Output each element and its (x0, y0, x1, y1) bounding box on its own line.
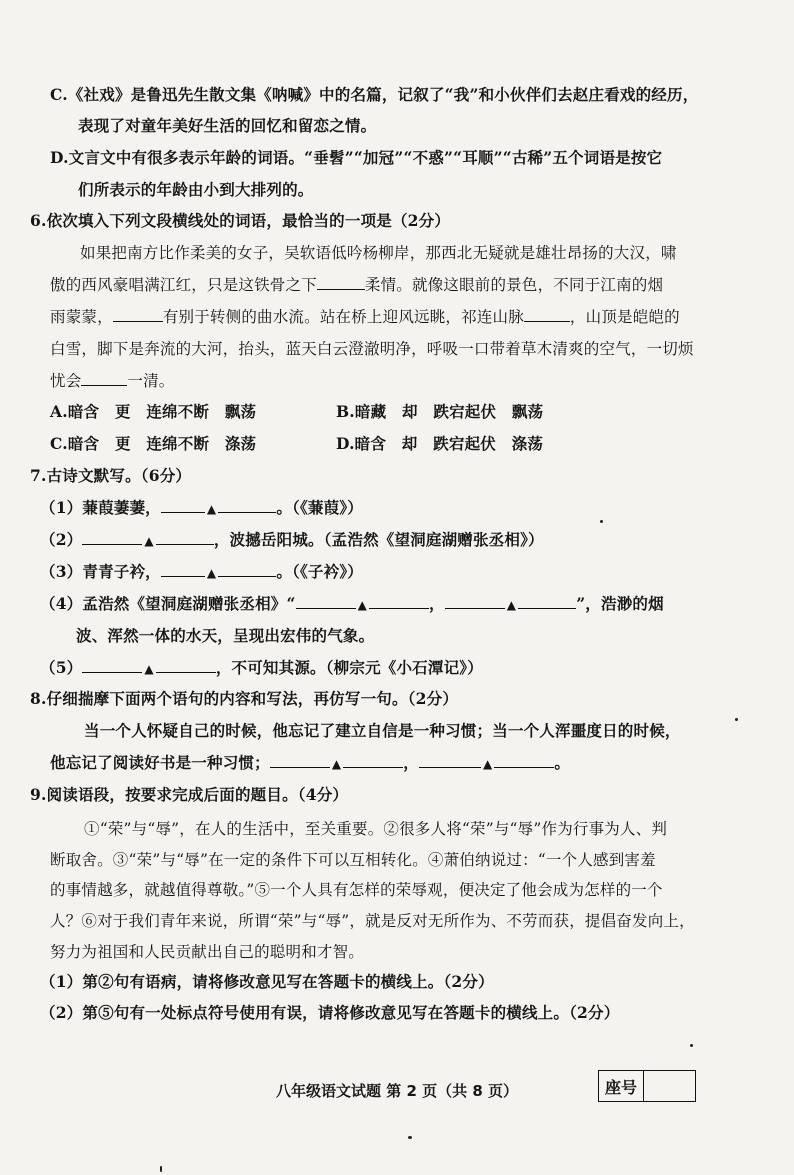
scan-speck (408, 1136, 412, 1139)
q5-option-c-line1: C.《社戏》是鲁迅先生散文集《呐喊》中的名篇，记叙了“我”和小伙伴们去赵庄看戏的经历， (50, 85, 699, 104)
scan-speck (160, 1166, 162, 1172)
q9-sub-1: （1）第②句有语病，请将修改意见写在答题卡的横线上。（2分） (40, 972, 494, 991)
seat-label: 座号 (599, 1071, 644, 1101)
q7-4-blank-a[interactable] (296, 594, 356, 609)
q6-option-b: B.暗藏 却 跌宕起伏 飘荡 (336, 402, 544, 421)
q6-option-c: C.暗含 更 连绵不断 涤荡 (50, 434, 257, 453)
q7-4-blank-b[interactable] (369, 594, 429, 609)
q7-item-2: （2） ▲ ，波撼岳阳城。（孟浩然《望洞庭湖赠张丞相》） (40, 530, 544, 549)
q8-blank-b[interactable] (343, 753, 403, 768)
q7-4-blank-d[interactable] (518, 594, 576, 609)
scan-speck (735, 718, 738, 721)
page-footer: 八年级语文试题 第 2 页（共 8 页） (276, 1082, 518, 1100)
q6-option-a: A.暗含 更 连绵不断 飘荡 (50, 402, 257, 421)
q5-option-d-line2: 们所表示的年龄由小到大排列的。 (78, 180, 314, 199)
q8-line1: 当一个人怀疑自己的时候，他忘记了建立自信是一种习惯；当一个人浑噩度日的时候， (84, 721, 681, 740)
q9-passage-line3: 的事情越多，就越值得尊敬。”⑤一个人具有怎样的荣辱观，便决定了他会成为怎样的一个 (50, 881, 663, 899)
q6-blank-2[interactable] (113, 307, 163, 322)
q9-stem: 9.阅读语段，按要求完成后面的题目。（4分） (30, 785, 349, 804)
q7-stem: 7.古诗文默写。（6分） (30, 466, 192, 485)
q7-1-blank-a[interactable] (161, 498, 205, 513)
q6-passage-line1: 如果把南方比作柔美的女子，吴软语低吟杨柳岸，那西北无疑就是雄壮昂扬的大汉，啸 (80, 244, 677, 262)
q8-stem: 8.仔细揣摩下面两个语句的内容和写法，再仿写一句。（2分） (30, 689, 459, 708)
q6-passage-line4: 白雪，脚下是奔流的大河，抬头，蓝天白云澄澈明净，呼吸一口带着草木清爽的空气，一切烦 (50, 340, 694, 358)
q9-passage-line1: ①“荣”与“辱”，在人的生活中，至关重要。②很多人将“荣”与“辱”作为行事为人、判 (84, 820, 668, 838)
q7-item-4-line2: 波、浑然一体的水天，呈现出宏伟的气象。 (76, 626, 375, 645)
q5-option-d-line1: D.文言文中有很多表示年龄的词语。“垂髫”“加冠”“不惑”“耳顺”“古稀”五个词语是按它 (50, 148, 663, 167)
q8-blank-c[interactable] (419, 753, 481, 768)
scan-speck (600, 520, 603, 523)
q9-sub-2: （2）第⑤句有一处标点符号使用有误，请将修改意见写在答题卡的横线上。（2分） (40, 1003, 620, 1022)
q7-item-5: （5） ▲ ，不可知其源。（柳宗元《小石潭记》） (40, 658, 483, 677)
q9-passage-line2: 断取舍。③“荣”与“辱”在一定的条件下可以互相转化。④萧伯纳说过：“一个人感到害羞 (50, 851, 656, 869)
q7-5-blank-b[interactable] (156, 658, 216, 673)
q5-option-c-line2: 表现了对童年美好生活的回忆和留恋之情。 (78, 116, 377, 135)
q7-item-4: （4）孟浩然《望洞庭湖赠张丞相》“ ▲ ， ▲ ”，浩渺的烟 (40, 594, 664, 613)
q9-passage-line4: 人？⑥对于我们青年来说，所谓“荣”与“辱”，就是反对无所作为、不劳而获，提倡奋发向上， (50, 912, 695, 930)
scan-speck (690, 1044, 693, 1047)
seat-number-box (598, 1070, 696, 1102)
q7-item-1: （1）蒹葭萋萋， ▲ 。（《蒹葭》） (40, 498, 363, 517)
q9-passage-line5: 努力为祖国和人民贡献出自己的聪明和才智。 (50, 943, 365, 961)
q6-blank-4[interactable] (81, 371, 127, 386)
q7-2-blank-a[interactable] (82, 530, 142, 545)
q6-option-d: D.暗含 却 跌宕起伏 涤荡 (336, 434, 544, 453)
q6-passage-line5: 忧会 一清。 (50, 372, 175, 390)
q8-blank-a[interactable] (270, 753, 330, 768)
q8-line2: 他忘记了阅读好书是一种习惯； ▲ ， ▲ 。 (50, 753, 571, 772)
seat-number-field[interactable] (645, 1071, 695, 1101)
q7-1-blank-b[interactable] (218, 498, 276, 513)
q6-blank-3[interactable] (524, 307, 570, 322)
q7-item-3: （3）青青子衿， ▲ 。（《子衿》） (40, 562, 363, 581)
q7-3-blank-b[interactable] (218, 562, 276, 577)
q7-5-blank-a[interactable] (82, 658, 142, 673)
q7-4-blank-c[interactable] (445, 594, 505, 609)
q6-passage-line2: 傲的西风豪唱满江红，只是这铁骨之下 柔情。就像这眼前的景色，不同于江南的烟 (50, 276, 664, 294)
q7-3-blank-a[interactable] (161, 562, 205, 577)
q7-2-blank-b[interactable] (156, 530, 214, 545)
q6-blank-1[interactable] (317, 275, 365, 290)
q6-passage-line3: 雨蒙蒙， 有别于转侧的曲水流。站在桥上迎风远眺，祁连山脉 ，山顶是皑皑的 (50, 308, 680, 326)
q6-stem: 6.依次填入下列文段横线处的词语，最恰当的一项是（2分） (30, 211, 451, 230)
q8-blank-d[interactable] (494, 753, 554, 768)
